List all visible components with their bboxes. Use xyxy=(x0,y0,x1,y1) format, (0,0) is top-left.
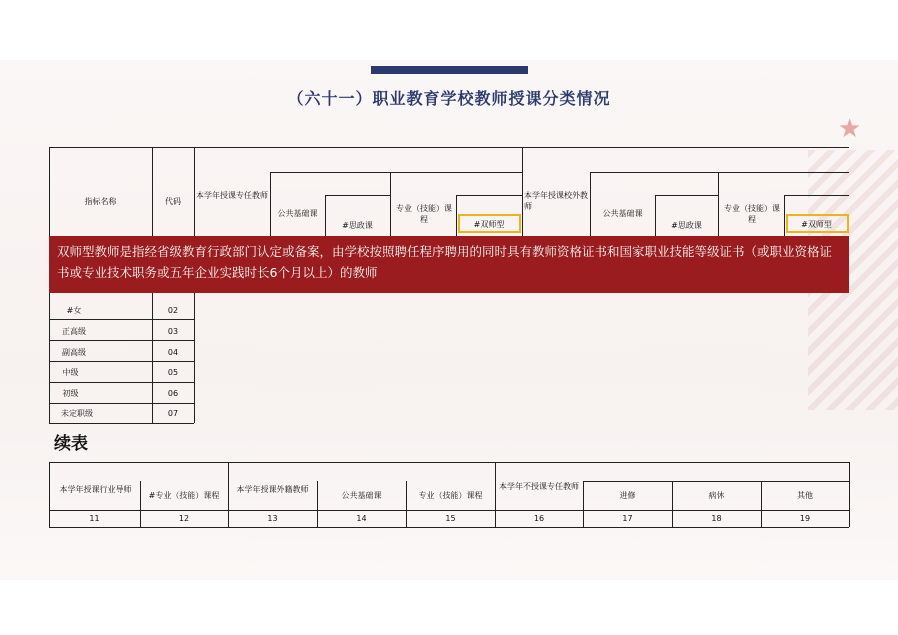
code-16: 16 xyxy=(533,514,545,523)
star-icon: ★ xyxy=(838,114,862,144)
professional-header-3: 专业（技能）课程 xyxy=(418,491,483,500)
ideological-header: #思政课 xyxy=(342,221,373,230)
row-code-junior: 06 xyxy=(167,389,179,398)
industry-mentor-header: 本学年授课行业导师 xyxy=(59,485,132,494)
row-label-female: #女 xyxy=(66,306,82,315)
row-code-associate: 04 xyxy=(167,348,179,357)
code-13: 13 xyxy=(267,514,278,523)
row-code-senior: 03 xyxy=(167,327,179,336)
ideological-header-2: #思政课 xyxy=(671,221,702,230)
code-17: 17 xyxy=(622,514,633,523)
code-11: 11 xyxy=(89,514,100,523)
double-type-header-2: #双师型 xyxy=(801,220,832,229)
public-basic-header: 公共基础课 xyxy=(277,209,318,218)
row-label-unranked: 未定职级 xyxy=(61,409,93,418)
code-14: 14 xyxy=(356,514,367,523)
further-study-header: 进修 xyxy=(619,491,636,500)
row-code-intermediate: 05 xyxy=(167,368,179,377)
double-type-definition-banner: 双师型教师是指经省级教育行政部门认定或备案，由学校按照聘任程序聘用的同时具有教师资格证书和国家职业技能等级证书（或职业资格证书或专业技术职务或五年企业实践时长6个月以上）的教师 xyxy=(49,236,849,293)
code-15: 15 xyxy=(445,514,456,523)
public-basic-header-2: 公共基础课 xyxy=(602,209,643,218)
out-school-teachers-header: 本学年授课校外教师 xyxy=(524,191,588,211)
row-label-intermediate: 中级 xyxy=(62,368,79,377)
code-19: 19 xyxy=(799,514,811,523)
professional-course-header: #专业（技能）课程 xyxy=(148,491,220,500)
sick-leave-header: 病休 xyxy=(708,491,725,500)
background-band xyxy=(0,60,898,580)
foreign-teachers-header: 本学年授课外籍教师 xyxy=(236,485,309,494)
double-type-header: #双师型 xyxy=(473,220,505,229)
row-code-unranked: 07 xyxy=(167,409,179,418)
indicator-name-header: 指标名称 xyxy=(84,197,117,206)
title-accent-bar xyxy=(371,66,528,74)
row-label-junior: 初级 xyxy=(62,389,79,398)
code-18: 18 xyxy=(711,514,722,523)
page-title: （六十一）职业教育学校教师授课分类情况 xyxy=(287,89,611,108)
public-basic-header-3: 公共基础课 xyxy=(341,491,382,500)
row-label-senior: 正高级 xyxy=(62,327,86,336)
non-teaching-teachers-header: 本学年不授课专任教师 xyxy=(499,482,579,491)
in-school-teachers-header: 本学年授课专任教师 xyxy=(196,191,268,200)
row-label-associate: 副高级 xyxy=(62,348,86,357)
code-12: 12 xyxy=(178,514,190,523)
continued-table-heading: 续表 xyxy=(54,434,88,454)
row-code-female: 02 xyxy=(167,306,179,315)
other-header: 其他 xyxy=(797,491,813,500)
double-type-highlight-2 xyxy=(786,214,849,233)
double-type-highlight xyxy=(458,214,521,233)
professional-header-2: 专业（技能）课程 xyxy=(724,204,780,224)
professional-header: 专业（技能）课程 xyxy=(396,204,452,224)
code-header: 代码 xyxy=(165,197,181,206)
